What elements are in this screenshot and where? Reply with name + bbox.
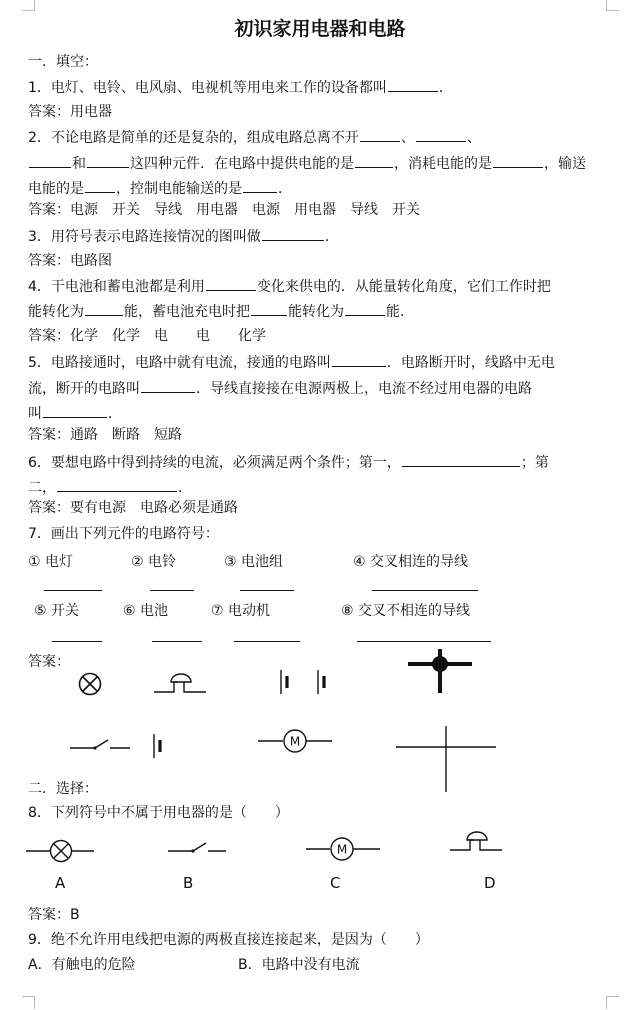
question-8: 8．下列符号中不属于用电器的是（ ） — [28, 805, 289, 821]
question-9-option-b[interactable]: B．电路中没有电流 — [238, 957, 360, 973]
q2-text-e: 这四种元件．在电路中提供电能的是 — [130, 156, 354, 172]
q4-text-d: 能，蓄电池充电时把 — [124, 304, 250, 320]
question-5-line-3 — [28, 403, 122, 424]
answer-word: 用电器 — [294, 202, 336, 218]
option-d-bell-symbol — [450, 830, 504, 854]
answer-7-label: 答案： — [28, 654, 70, 670]
answer-label: 答案： — [28, 328, 70, 344]
q7-item-battery-pack: ③ 电池组 — [224, 554, 284, 570]
question-3 — [28, 226, 339, 247]
answer-6 — [28, 498, 238, 518]
option-b-switch-symbol — [168, 841, 228, 855]
q2-text-g: ，输送 — [544, 156, 586, 172]
blank — [43, 403, 107, 418]
blank — [388, 77, 438, 92]
question-9: 9．绝不允许用电线把电源的两极直接连接起来，是因为（ ） — [28, 932, 429, 948]
q6-text-b: ；第 — [520, 455, 549, 471]
question-3-end: ． — [324, 229, 339, 245]
bell-symbol — [154, 672, 208, 696]
answer-word: 电路必须是通路 — [140, 500, 238, 516]
blank — [87, 153, 129, 168]
corner-mark-bottom-left — [22, 996, 35, 1009]
motor-symbol — [258, 728, 334, 754]
q6-text-d: ． — [178, 480, 192, 496]
option-d-label[interactable]: D — [484, 874, 496, 892]
question-4-line-1 — [28, 276, 551, 297]
blank — [360, 127, 400, 142]
answer-5 — [28, 425, 182, 445]
q4-text-f: 能． — [386, 304, 414, 320]
q4-text-e: 能转化为 — [288, 304, 344, 320]
q6-text-a: 6．要想电路中得到持续的电流，必须满足两个条件；第一， — [28, 455, 401, 471]
answer-1: 答案：用电器 — [28, 104, 112, 120]
answer-word: 用电器 — [196, 202, 238, 218]
section-heading-fill-in: 一．填空： — [28, 54, 98, 70]
blank — [416, 127, 466, 142]
answer-word: 断路 — [112, 427, 140, 443]
q7-item-unconnected-crossing-wires: ⑧ 交叉不相连的导线 — [341, 603, 471, 619]
q5-text-e: 叫 — [28, 406, 42, 422]
question-2-line-1 — [28, 127, 481, 148]
answer-word: 电 — [196, 328, 210, 344]
blank — [29, 153, 71, 168]
q2-text-c: 、 — [466, 130, 481, 146]
question-7: 7．画出下列元件的电路符号： — [28, 526, 219, 542]
q2-text-i: ，控制电能输送的是 — [116, 181, 242, 197]
question-1 — [28, 77, 453, 98]
cell-symbol — [150, 732, 166, 760]
blank — [345, 301, 385, 316]
answer-word: 化学 — [112, 328, 140, 344]
question-5-line-2 — [28, 378, 532, 399]
blank — [240, 590, 294, 591]
question-2-line-3 — [28, 178, 292, 199]
connected-crossing-wires-symbol — [406, 647, 474, 695]
q7-item-motor: ⑦ 电动机 — [211, 603, 271, 619]
answer-word: 电源 — [70, 202, 98, 218]
question-3-text: 3．用符号表示电路连接情况的图叫做 — [28, 229, 261, 245]
switch-symbol — [70, 738, 132, 752]
option-c-label[interactable]: C — [330, 874, 341, 892]
answer-word: 要有电源 — [70, 500, 126, 516]
blank — [262, 226, 324, 241]
answer-2 — [28, 200, 420, 220]
question-2-line-2 — [28, 153, 586, 174]
question-6-line-2 — [28, 477, 192, 498]
blank — [493, 153, 543, 168]
answer-label: 答案： — [28, 500, 70, 516]
answer-4 — [28, 326, 266, 346]
q7-item-bell: ② 电铃 — [131, 554, 177, 570]
blank — [251, 301, 287, 316]
answer-word: 开关 — [112, 202, 140, 218]
blank — [52, 641, 102, 642]
question-1-end: ． — [438, 80, 453, 96]
corner-mark-bottom-right — [606, 996, 619, 1009]
answer-word: 短路 — [154, 427, 182, 443]
q4-text-a: 4．干电池和蓄电池都是利用 — [28, 279, 205, 295]
q5-text-a: 5．电路接通时，电路中就有电流，接通的电路叫 — [28, 355, 331, 371]
blank — [332, 352, 386, 367]
blank — [57, 477, 177, 492]
blank — [152, 641, 202, 642]
blank — [85, 301, 123, 316]
answer-word: 化学 — [70, 328, 98, 344]
blank — [150, 590, 194, 591]
q2-text-b: 、 — [400, 130, 415, 146]
corner-mark-top-right — [606, 0, 619, 11]
answer-word: 导线 — [350, 202, 378, 218]
question-5-line-1 — [28, 352, 555, 373]
motor-letter: M — [289, 734, 301, 749]
answer-label: 答案： — [28, 427, 70, 443]
question-6-line-1 — [28, 452, 549, 473]
blank — [85, 178, 115, 193]
q7-item-switch: ⑤ 开关 — [34, 603, 80, 619]
answer-3: 答案：电路图 — [28, 253, 112, 269]
blank — [243, 178, 277, 193]
blank — [44, 590, 102, 591]
option-b-label[interactable]: B — [183, 874, 194, 892]
blank — [234, 641, 300, 642]
q4-text-c: 能转化为 — [28, 304, 84, 320]
corner-mark-top-left — [22, 0, 35, 11]
q5-text-b: ．电路断开时，线路中无电 — [386, 355, 555, 371]
q7-item-cell: ⑥ 电池 — [123, 603, 169, 619]
battery-pack-symbol — [276, 668, 332, 696]
option-a-lamp-symbol — [26, 838, 96, 864]
blank — [372, 590, 478, 591]
option-a-label[interactable]: A — [55, 874, 66, 892]
answer-word: 开关 — [392, 202, 420, 218]
blank — [357, 641, 491, 642]
option-c-motor-symbol — [306, 836, 382, 862]
q5-text-c: 流，断开的电路叫 — [28, 381, 140, 397]
answer-word: 电源 — [252, 202, 280, 218]
question-1-text: 1．电灯、电铃、电风扇、电视机等用电来工作的设备都叫 — [28, 80, 387, 96]
section-heading-choice: 二．选择： — [28, 781, 98, 797]
lamp-symbol — [76, 670, 104, 698]
blank — [355, 153, 393, 168]
q2-text-f: ，消耗电能的是 — [394, 156, 492, 172]
blank — [402, 452, 520, 467]
q7-item-lamp: ① 电灯 — [28, 554, 74, 570]
q7-item-connected-crossing-wires: ④ 交叉相连的导线 — [353, 554, 469, 570]
answer-word: 电 — [154, 328, 168, 344]
answer-word: 通路 — [70, 427, 98, 443]
q2-text-h: 电能的是 — [28, 181, 84, 197]
answer-label: 答案： — [28, 202, 70, 218]
blank — [141, 378, 195, 393]
answer-word: 化学 — [238, 328, 266, 344]
page-title: 初识家用电器和电路 — [234, 18, 406, 40]
q5-text-f: ． — [108, 406, 122, 422]
q6-text-c: 二， — [28, 480, 56, 496]
blank — [206, 276, 256, 291]
q2-text-d: 和 — [72, 156, 86, 172]
q2-text-a: 2．不论电路是简单的还是复杂的，组成电路总离不开 — [28, 130, 359, 146]
question-4-line-2 — [28, 301, 414, 322]
unconnected-crossing-wires-symbol — [394, 724, 498, 794]
q5-text-d: ．导线直接接在电源两极上，电流不经过用电器的电路 — [196, 381, 532, 397]
question-9-option-a[interactable]: A．有触电的危险 — [28, 957, 136, 973]
q4-text-b: 变化来供电的．从能量转化角度，它们工作时把 — [256, 279, 551, 295]
answer-8: 答案：B — [28, 907, 80, 923]
q2-text-j: ． — [278, 181, 292, 197]
answer-word: 导线 — [154, 202, 182, 218]
motor-letter: M — [336, 842, 348, 857]
